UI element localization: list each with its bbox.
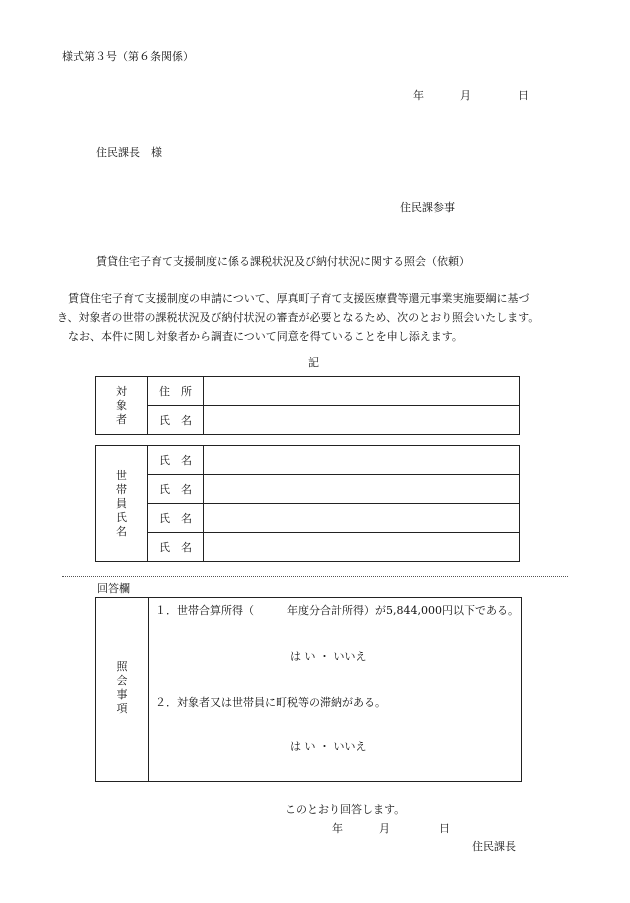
- closing-day: 日: [439, 822, 450, 835]
- ki-label: 記: [308, 356, 319, 369]
- subject-address-field[interactable]: [204, 377, 520, 406]
- household-name-field[interactable]: [204, 504, 520, 533]
- household-name-field[interactable]: [204, 475, 520, 504]
- question-2-choice[interactable]: は い ・ いいえ: [290, 740, 367, 753]
- date-month: 月: [460, 89, 471, 102]
- addressee: 住民課長 様: [96, 146, 162, 159]
- closing-year: 年: [332, 822, 343, 835]
- question-2: ２．対象者又は世帯員に町税等の滞納がある。: [155, 696, 386, 709]
- subject-address-label: 住 所: [148, 377, 204, 406]
- body-text: [57, 289, 577, 346]
- date-year: 年: [413, 89, 424, 102]
- document-title: 賃貸住宅子育て支援制度に係る課税状況及び納付状況に関する照会（依頼）: [96, 255, 470, 268]
- dotted-divider: [62, 576, 568, 577]
- closing-text: このとおり回答します。: [285, 803, 406, 816]
- body-line-1: 賃貸住宅子育て支援制度の申請について、厚真町子育て支援医療費等還元事業実施要綱に基づ: [68, 292, 530, 305]
- closing-signer: 住民課長: [472, 840, 516, 853]
- sender: 住民課参事: [400, 201, 455, 214]
- household-table: [95, 445, 520, 562]
- body-line-3: なお、本件に関し対象者から調査について同意を得ていることを申し添えます。: [68, 330, 463, 343]
- household-name-label: 氏 名: [148, 533, 204, 562]
- body-line-2: き、対象者の世帯の課税状況及び納付状況の審査が必要となるため、次のとおり照会いたします。: [57, 311, 540, 324]
- answer-side-label: 照 会 事 項: [96, 598, 149, 781]
- subject-header: 対 象 者: [96, 377, 148, 435]
- household-name-label: 氏 名: [148, 475, 204, 504]
- answer-box: [95, 597, 522, 782]
- form-number: 様式第３号（第６条関係）: [62, 50, 194, 63]
- household-name-field[interactable]: [204, 446, 520, 475]
- subject-name-label: 氏 名: [148, 406, 204, 435]
- household-name-field[interactable]: [204, 533, 520, 562]
- household-name-label: 氏 名: [148, 446, 204, 475]
- subject-name-field[interactable]: [204, 406, 520, 435]
- question-1: １．世帯合算所得（ 年度分合計所得）が5,844,000円以下である。: [155, 604, 519, 617]
- answer-heading: 回答欄: [97, 582, 130, 595]
- question-1-choice[interactable]: は い ・ いいえ: [290, 650, 367, 663]
- subject-table: [95, 376, 520, 435]
- household-header: 世 帯 員 氏 名: [96, 446, 148, 562]
- household-name-label: 氏 名: [148, 504, 204, 533]
- closing-month: 月: [379, 822, 390, 835]
- date-day: 日: [518, 89, 529, 102]
